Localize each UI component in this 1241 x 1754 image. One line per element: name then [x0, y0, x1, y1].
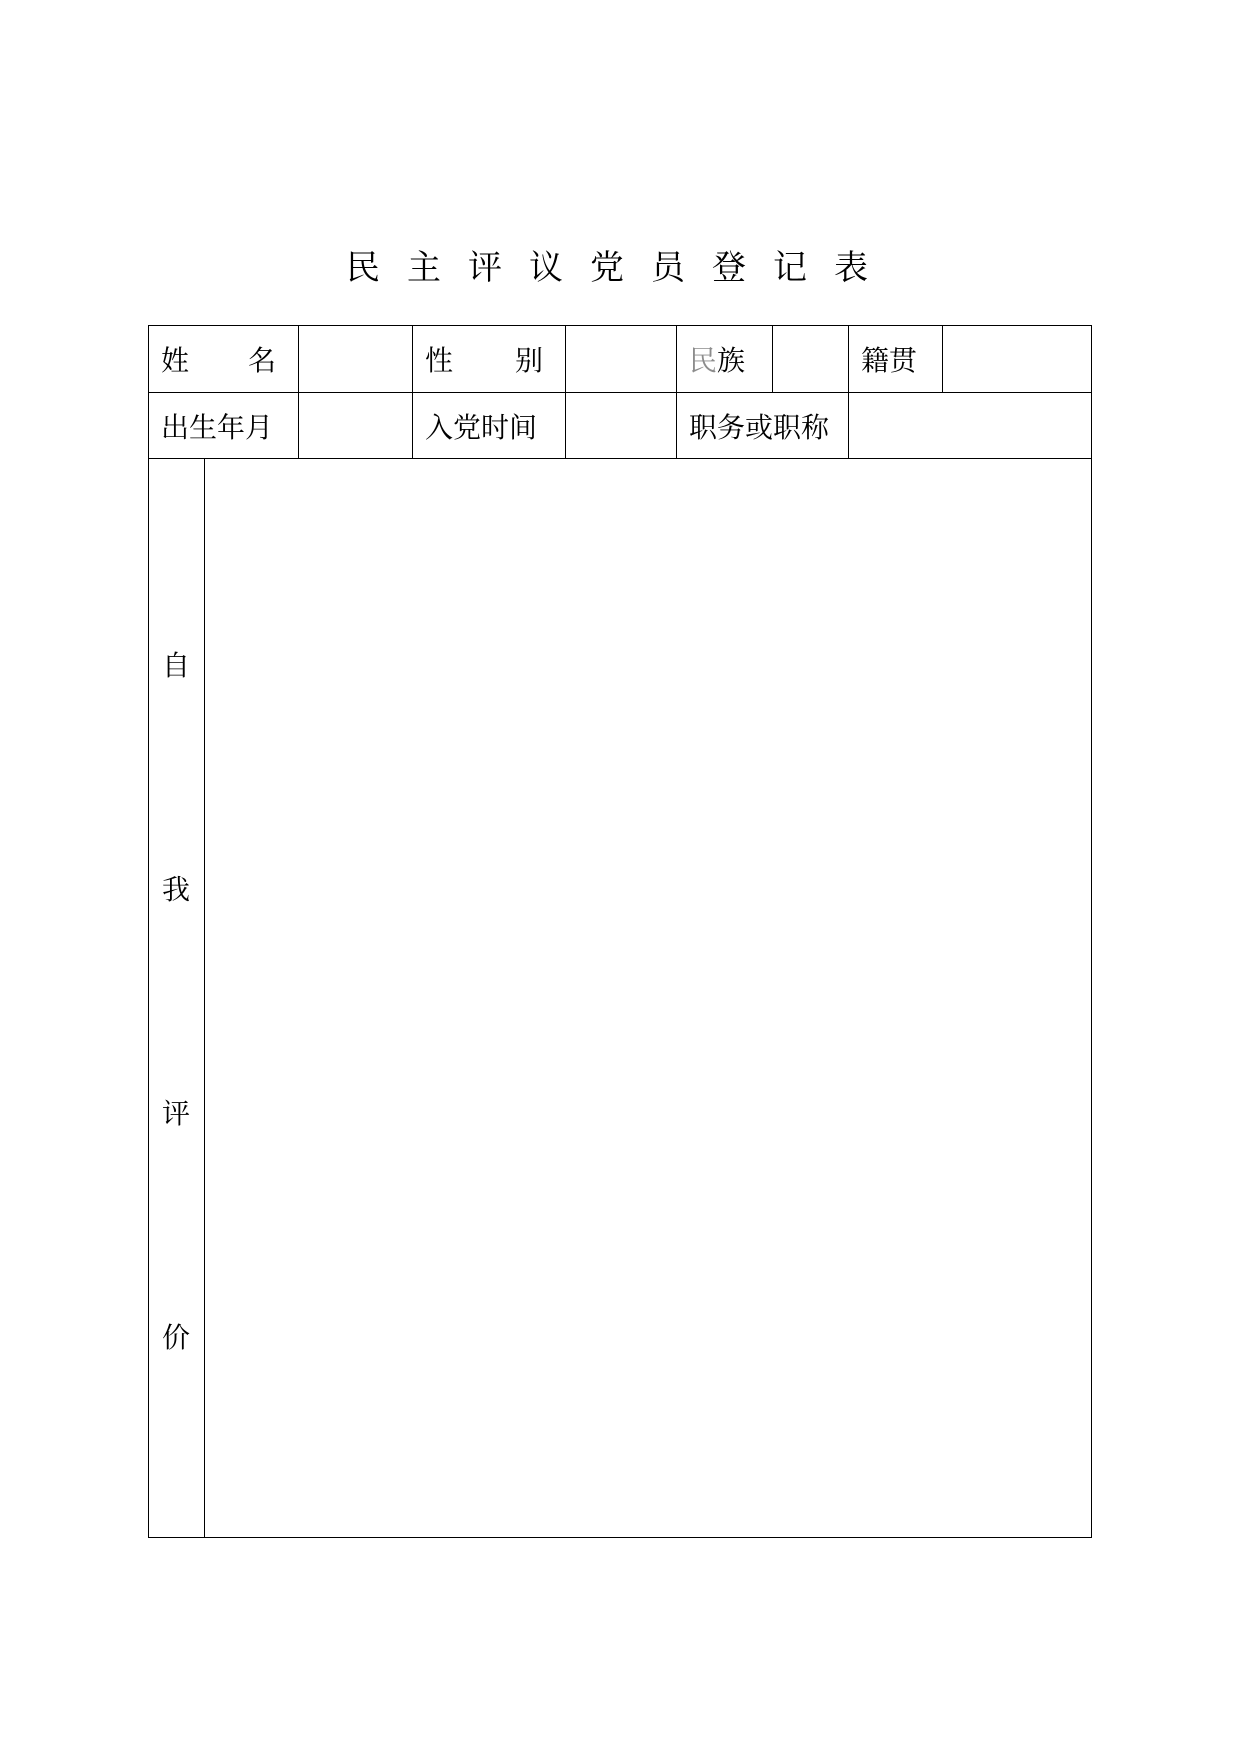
gender-label-char2: 别 — [514, 344, 543, 377]
table-line-bottom — [148, 1537, 1092, 1538]
native-place-label-cell — [849, 326, 942, 392]
name-label-char2: 名 — [247, 344, 276, 377]
gender-label-cell — [413, 326, 565, 392]
birth-value-cell[interactable] — [299, 393, 412, 458]
ethnicity-label-cell — [677, 326, 772, 392]
table-line-right — [1091, 325, 1092, 1538]
join-party-label-cell — [413, 393, 565, 458]
native-place-value-cell[interactable] — [943, 326, 1091, 392]
join-party-label: 入党时间 — [425, 410, 538, 444]
self-eval-label — [148, 460, 204, 1540]
form-title: 民主评议党员登记表 — [346, 248, 895, 288]
join-party-value-cell[interactable] — [566, 393, 676, 458]
gender-label-char1: 性 — [425, 344, 454, 377]
position-label-cell — [677, 393, 848, 458]
ethnicity-value-cell[interactable] — [773, 326, 848, 392]
native-place-label: 籍贯 — [861, 344, 918, 377]
self-eval-char-2: 我 — [161, 873, 190, 906]
ethnicity-label-rest: 族 — [717, 344, 746, 377]
birth-label: 出生年月 — [161, 410, 274, 444]
name-value-cell[interactable] — [299, 326, 412, 392]
self-eval-char-3: 评 — [161, 1097, 190, 1130]
self-eval-char-4: 价 — [161, 1321, 190, 1354]
name-label-char1: 姓 — [161, 344, 190, 377]
ethnicity-label-faint: 民 — [689, 344, 718, 377]
self-eval-content-area[interactable] — [205, 459, 1091, 1537]
position-value-cell[interactable] — [849, 393, 1091, 458]
gender-value-cell[interactable] — [566, 326, 676, 392]
name-label-cell — [149, 326, 298, 392]
position-label: 职务或职称 — [689, 410, 830, 444]
birth-label-cell — [149, 393, 298, 458]
self-eval-char-1: 自 — [161, 649, 190, 682]
